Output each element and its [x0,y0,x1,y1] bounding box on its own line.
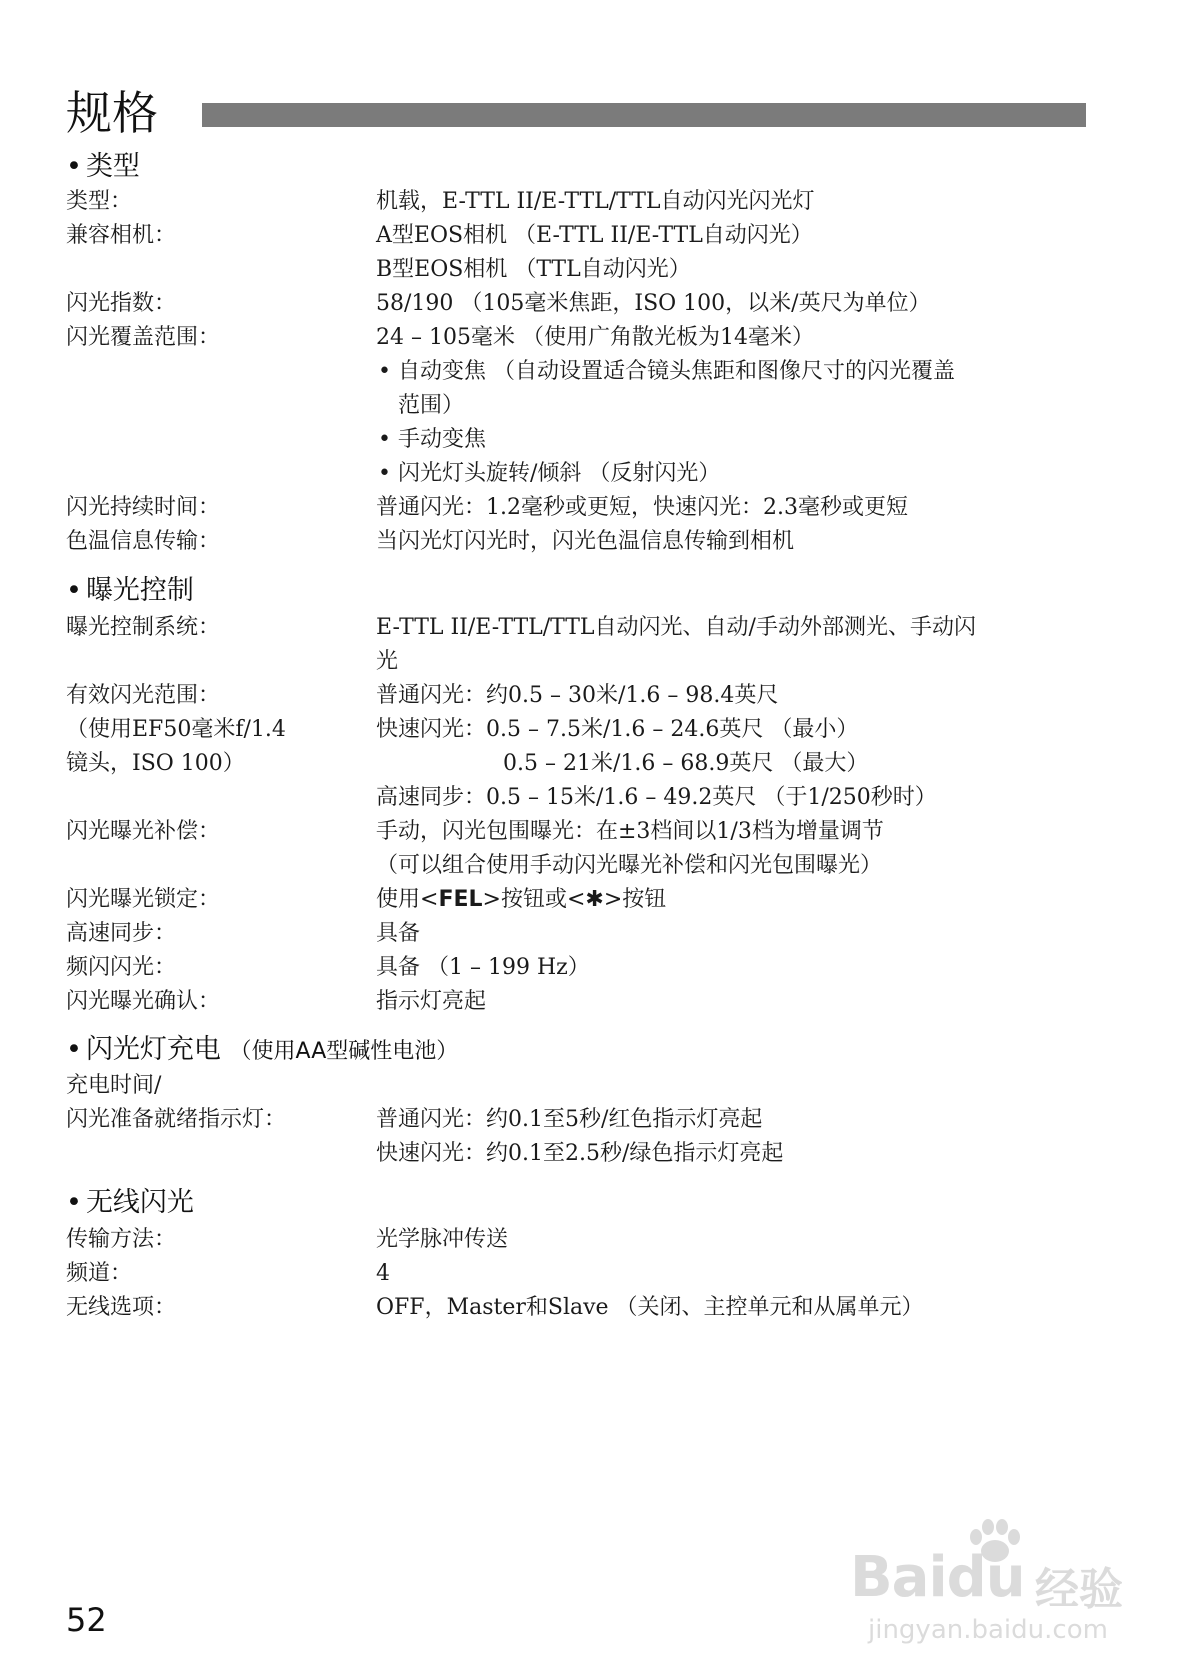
compat-value-1: A型EOS相机 （E-TTL II/E-TTL自动闪光） [376,223,813,248]
confirm-value: 指示灯亮起 [376,989,487,1014]
section-heading-wireless [66,1186,194,1220]
heading-note: （使用AA型碱性电池） [229,1039,459,1064]
coverage-bullet-1-cont: 范围） [398,393,465,418]
strobe-value: 具备 （1 – 199 Hz） [376,955,590,980]
fec-value-1: 手动，闪光包围曝光：在±3档间以1/3档为增量调节 [376,819,884,844]
channel-label: 频道： [66,1261,133,1286]
fel-value [376,885,666,915]
hss-value: 具备 [376,921,421,946]
type-label: 类型： [66,189,133,214]
system-value-1: E-TTL II/E-TTL/TTL自动闪光、自动/手动外部测光、手动闪 [376,615,976,640]
range-value-3: 0.5 – 21米/1.6 – 68.9英尺 （最大） [503,751,869,776]
fec-value-2: （可以组合使用手动闪光曝光补偿和闪光包围曝光） [376,853,883,878]
method-label: 传输方法： [66,1227,177,1252]
heading-text: 曝光控制 [85,575,194,606]
range-value-2: 快速闪光：0.5 – 7.5米/1.6 – 24.6英尺 （最小） [376,717,859,742]
color-info-value: 当闪光灯闪光时，闪光色温信息传输到相机 [376,529,795,554]
fel-label: 闪光曝光锁定： [66,887,221,912]
page-number: 52 [66,1601,107,1639]
guide-value: 58/190 （105毫米焦距，ISO 100，以米/英尺为单位） [376,291,931,316]
heading-text: 闪光灯充电 [85,1034,221,1065]
coverage-bullet-1: • 自动变焦 （自动设置适合镜头焦距和图像尺寸的闪光覆盖 [378,359,955,384]
bullet: • [66,1034,82,1065]
strobe-label: 频闪闪光： [66,955,177,980]
recycle-label-2: 闪光准备就绪指示灯： [66,1107,287,1132]
wireless-option-value: OFF，Master和Slave （关闭、主控单元和从属单元） [376,1295,924,1320]
section-heading-type [66,150,140,184]
range-value-4: 高速同步：0.5 – 15米/1.6 – 49.2英尺 （于1/250秒时） [376,785,937,810]
compat-value-2: B型EOS相机 （TTL自动闪光） [376,257,691,282]
fel-text-pre: 使用< [376,887,439,912]
baidu-watermark [850,1515,1130,1665]
fel-text-post: >按钮 [603,887,667,912]
channel-value: 4 [376,1261,390,1286]
coverage-label: 闪光覆盖范围： [66,325,221,350]
confirm-label: 闪光曝光确认： [66,989,221,1014]
range-label-2: （使用EF50毫米f/1.4 [66,717,286,742]
coverage-bullet-2: • 手动变焦 [378,427,486,452]
bullet: • [66,575,82,606]
bullet: • [66,1187,82,1218]
guide-label: 闪光指数： [66,291,177,316]
recycle-value-2: 快速闪光：约0.1至2.5秒/绿色指示灯亮起 [376,1141,784,1166]
fel-text-mid: >按钮或< [482,887,586,912]
range-label-3: 镜头，ISO 100） [66,751,245,776]
fel-key-glyph: FEL [438,887,483,912]
system-value-2: 光 [376,649,399,674]
type-value: 机载，E-TTL II/E-TTL/TTL自动闪光闪光灯 [376,189,815,214]
section-heading-exposure [66,574,194,608]
star-button-icon: ✱ [585,887,604,912]
watermark-cn: 经验 [1035,1564,1123,1615]
system-label: 曝光控制系统： [66,615,221,640]
recycle-label-1: 充电时间/ [66,1073,162,1098]
wireless-option-label: 无线选项： [66,1295,177,1320]
compat-label: 兼容相机： [66,223,177,248]
watermark-url: jingyan.baidu.com [868,1615,1108,1645]
hss-label: 高速同步： [66,921,177,946]
fec-label: 闪光曝光补偿： [66,819,221,844]
method-value: 光学脉冲传送 [376,1227,509,1252]
title-bar [202,103,1086,127]
section-heading-recycle [66,1033,458,1069]
coverage-value: 24 – 105毫米 （使用广角散光板为14毫米） [376,325,814,350]
bullet: • [66,151,82,182]
recycle-value-1: 普通闪光：约0.1至5秒/红色指示灯亮起 [376,1107,763,1132]
range-label-1: 有效闪光范围： [66,683,221,708]
duration-label: 闪光持续时间： [66,495,221,520]
watermark-logo: Baidu [850,1545,1025,1610]
heading-text: 无线闪光 [85,1187,194,1218]
color-info-label: 色温信息传输： [66,529,221,554]
heading-text: 类型 [85,151,140,182]
coverage-bullet-3: • 闪光灯头旋转/倾斜 （反射闪光） [378,461,721,486]
page-title: 规格 [66,86,158,140]
page-title-row [66,78,1086,158]
duration-value: 普通闪光：1.2毫秒或更短，快速闪光：2.3毫秒或更短 [376,495,908,520]
range-value-1: 普通闪光：约0.5 – 30米/1.6 – 98.4英尺 [376,683,779,708]
